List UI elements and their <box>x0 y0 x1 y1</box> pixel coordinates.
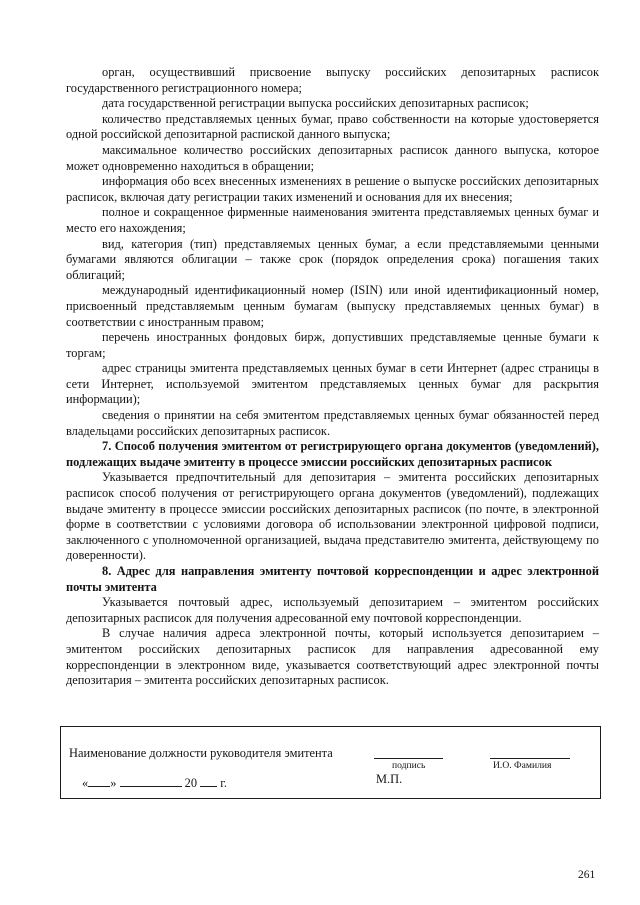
paragraph: количество представляемых ценных бумаг, право собственности на которые удостоверяется одной российской депозитарной распиской данного выпуска; <box>66 111 599 142</box>
paragraph: полное и сокращенное фирменные наименования эмитента представляемых ценных бумаг и место его нахождения; <box>66 205 599 235</box>
paragraph: сведения о принятии на себя эмитентом представляемых ценных бумаг обязанностей перед владельцами российских депозитарных расписок. <box>66 408 599 438</box>
name-line <box>490 758 570 759</box>
paragraph: максимальное количество российских депозитарных расписок данного выпуска, которое может одновременно находиться в обращении; <box>66 142 599 173</box>
position-label: Наименование должности руководителя эмитента <box>69 746 333 760</box>
paragraph: орган, осуществивший присвоение выпуску российских депозитарных расписок государственного регистрационного номера; <box>66 65 599 95</box>
day-blank <box>88 774 110 787</box>
signature-caption: подпись <box>392 760 426 771</box>
signature-line <box>374 758 443 759</box>
paragraph: вид, категория (тип) представляемых ценных бумаг, а если представляемыми ценными бумагами являются облигации – также срок (порядок определения срока) погашения таких облигаций; <box>66 236 599 282</box>
signature-block <box>60 726 601 799</box>
paragraph: международный идентификационный номер (ISIN) или иной идентификационный номер, присвоенный представляемым ценным бумагам (выпуску представляемых ценных бумаг) в соответствии с иностранным правом; <box>66 283 599 329</box>
section-heading-7: 7. Способ получения эмитентом от регистрирующего органа документов (уведомлений), подлежащих выдаче эмитенту в процессе эмиссии российских депозитарных расписок <box>66 439 599 469</box>
paragraph: Указывается предпочтительный для депозитария – эмитента российских депозитарных расписок способ получения от регистрирующего органа документов (уведомлений), подлежащих выдаче эмитенту в процессе эмиссии российских депозитарных расписок (по почте, в электронной форме в соответствии с условиями договора об использовании электронной цифровой подписи, заключенного с уполномоченной организацией, выдача представителю эмитента, действующему по доверенности). <box>66 470 599 563</box>
paragraph: перечень иностранных фондовых бирж, допустивших представляемые ценные бумаги к торгам; <box>66 330 599 360</box>
date-open-quote: « <box>82 776 89 790</box>
year-blank <box>200 774 217 787</box>
paragraph: информация обо всех внесенных изменениях в решение о выпуске российских депозитарных расписок, включая дату регистрации таких изменений и основания для их внесения; <box>66 174 599 204</box>
month-blank <box>120 774 182 787</box>
document-body <box>66 65 599 689</box>
stamp-label: М.П. <box>376 772 403 786</box>
year-prefix: 20 <box>184 776 198 790</box>
date-close-quote: » <box>110 776 117 790</box>
paragraph: адрес страницы эмитента представляемых ценных бумаг в сети Интернет (адрес страницы в сети Интернет, используемой эмитентом представляемых ценных бумаг для раскрытия информации); <box>66 361 599 407</box>
date-field <box>82 774 227 791</box>
name-caption: И.О. Фамилия <box>493 760 552 771</box>
paragraph: Указывается почтовый адрес, используемый депозитарием – эмитентом российских депозитарных расписок для получения адресованной ему почтовой корреспонденции. <box>66 595 599 625</box>
paragraph: дата государственной регистрации выпуска российских депозитарных расписок; <box>102 96 529 111</box>
year-suffix: г. <box>220 776 228 790</box>
section-heading-8: 8. Адрес для направления эмитенту почтовой корреспонденции и адрес электронной почты эмитента <box>66 564 599 594</box>
page-number: 261 <box>578 869 596 881</box>
paragraph: В случае наличия адреса электронной почты, который используется депозитарием – эмитентом российских депозитарных расписок для направления адресованной ему корреспонденции в электронном виде, указывается соответствующий адрес электронной почты депозитария – эмитента российских депозитарных расписок. <box>66 626 599 688</box>
